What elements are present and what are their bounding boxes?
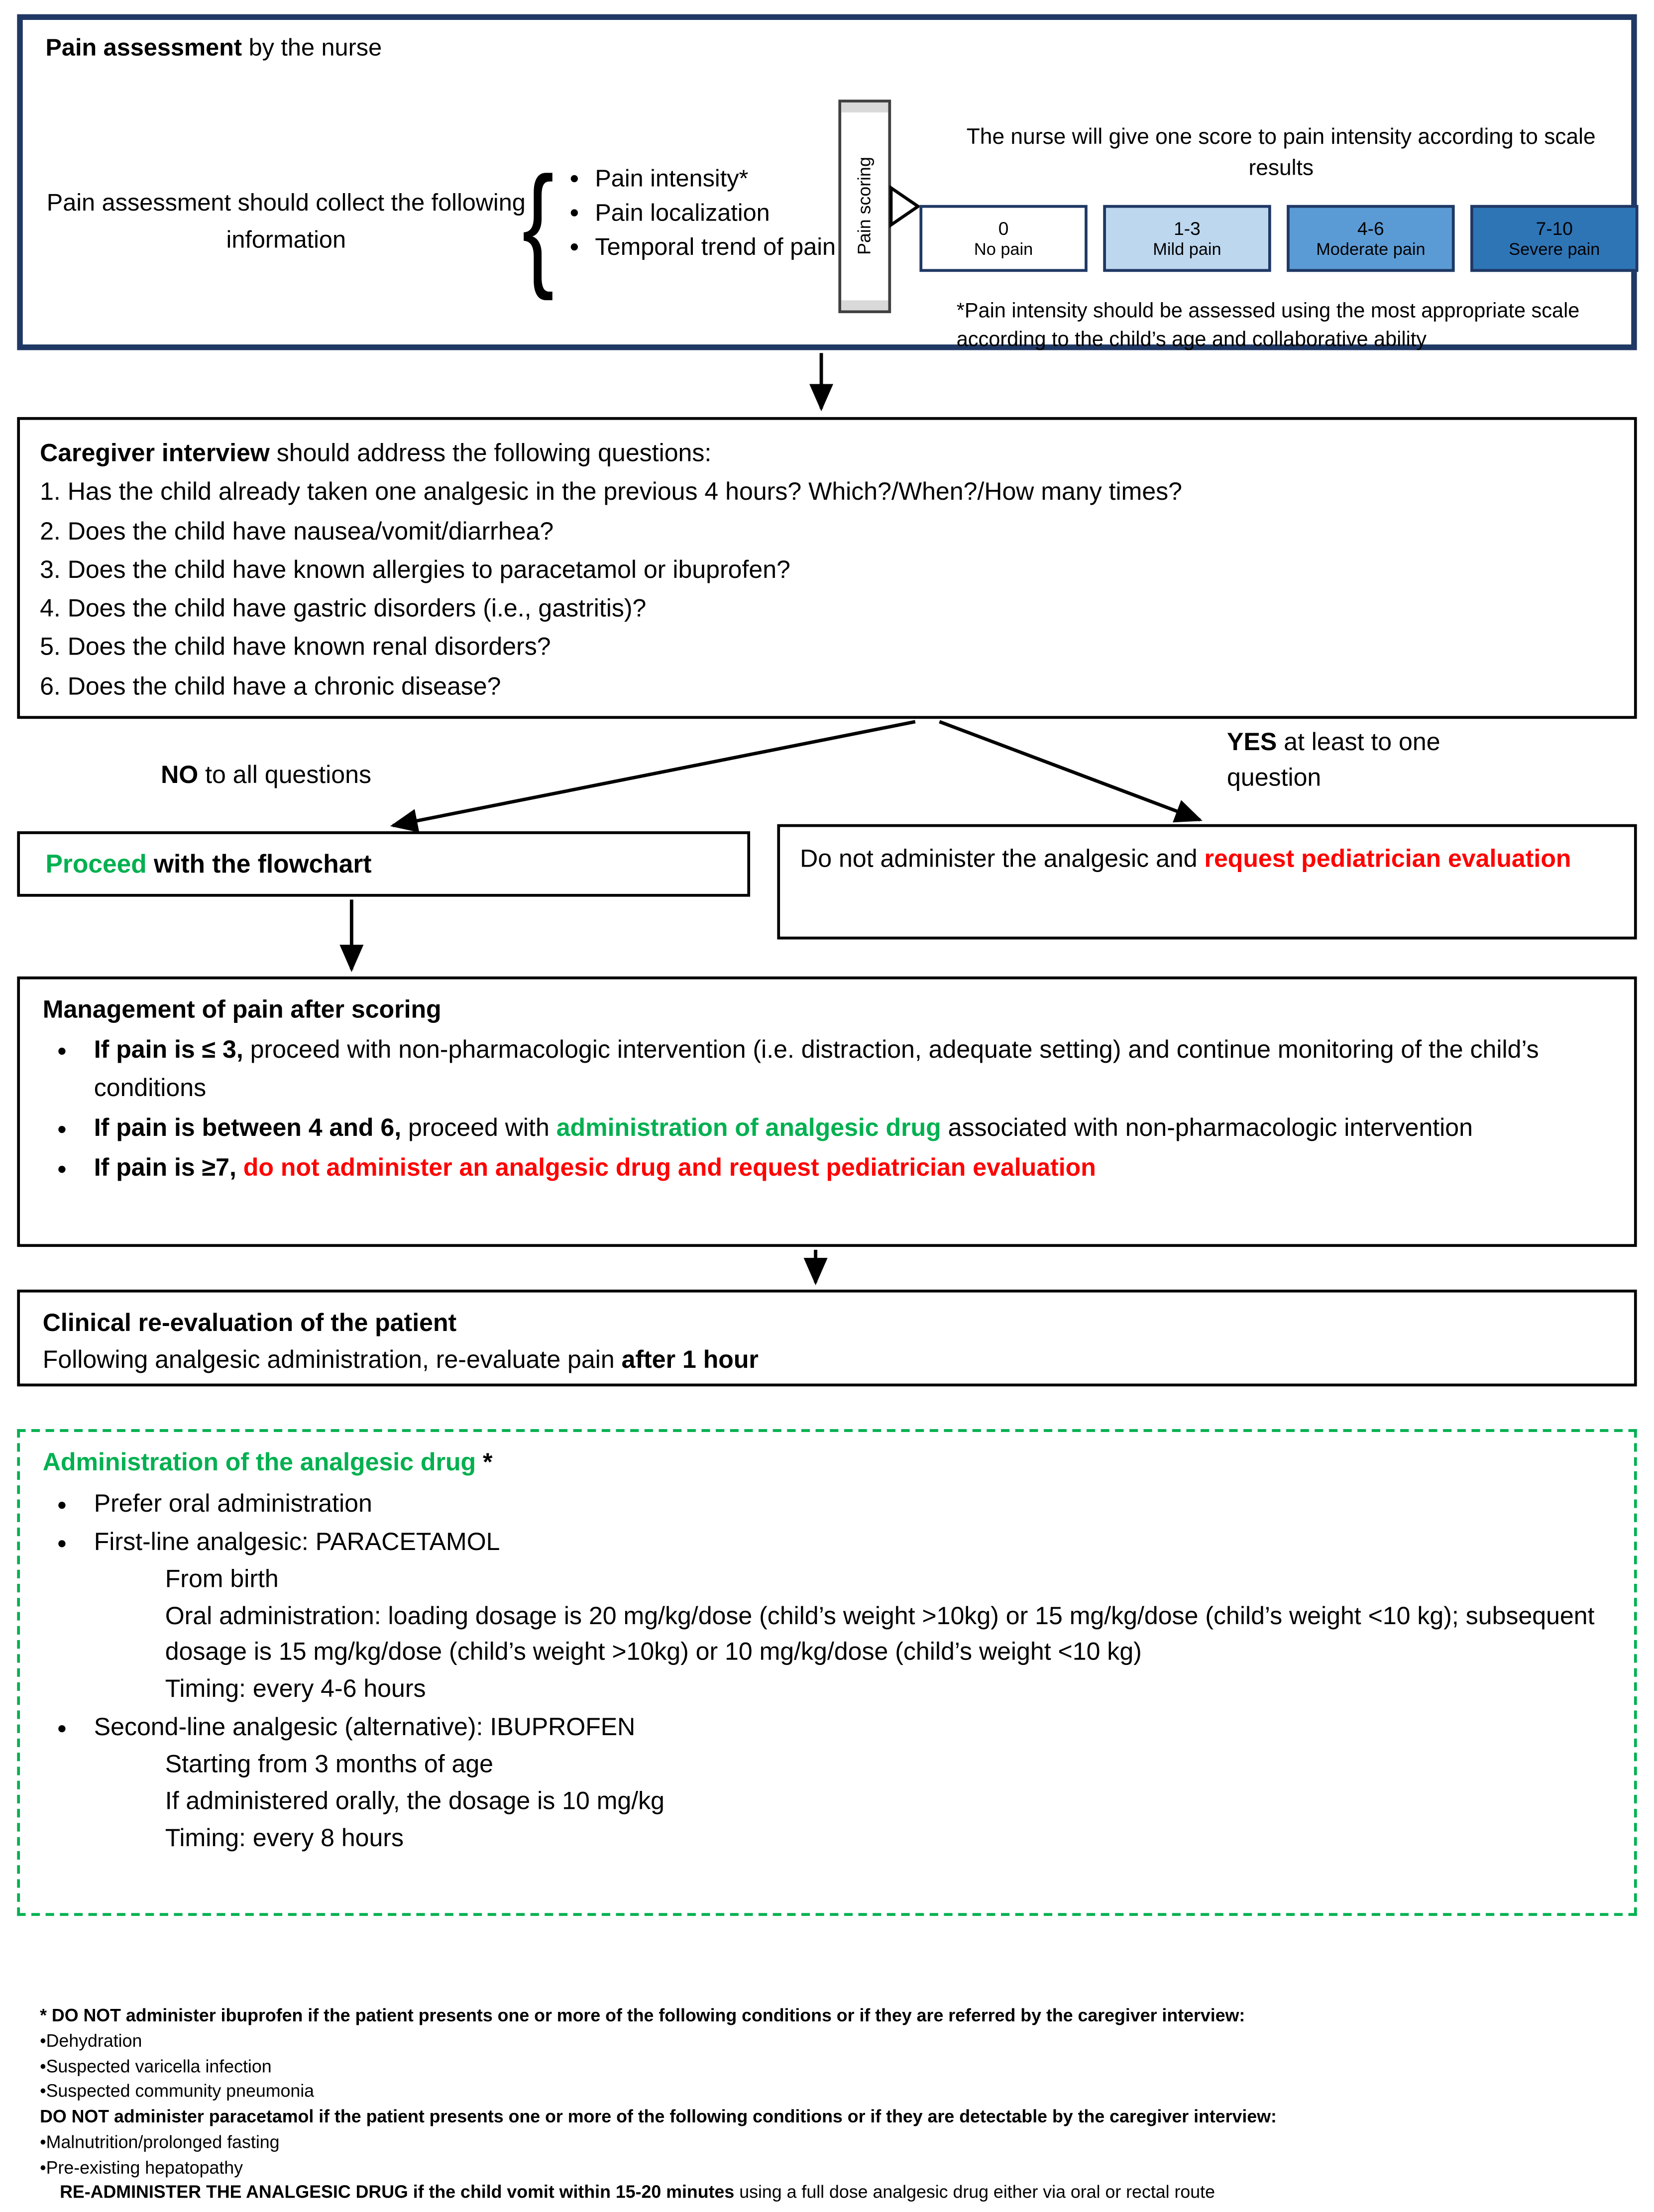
no-rest: to all questions [198, 760, 371, 789]
pain-scale [919, 205, 1638, 272]
item3-bold: If pain is ≥7 [94, 1153, 229, 1182]
intro-rest: should address the following questions: [269, 438, 712, 467]
proceed-box [17, 831, 750, 897]
administration-title-green: Administration of the analgesic drug [42, 1447, 476, 1476]
question-4: 4. Does the child have gastric disorders (i.e., gastritis)? [40, 593, 647, 622]
re-evaluation-line [43, 1341, 1611, 1379]
footnotes [40, 2004, 1628, 2206]
second-line-label: Second-line analgesic (alternative): IBUPROFEN [94, 1712, 636, 1742]
administration-title [43, 1445, 1611, 1482]
first-line-label: First-line analgesic: PARACETAMOL [94, 1527, 500, 1556]
list-item: • Pain intensity* [595, 162, 880, 197]
administration-title-star: * [476, 1447, 493, 1476]
management-item-1 [83, 1031, 1611, 1106]
scoring-box-cap [841, 300, 888, 310]
paracetamol-detail: Oral administration: loading dosage is 20 mg/kg/dose (child’s weight >10kg) or 15 mg/kg/dose (child’s weight <10 kg); subsequent dosage is 15 mg/kg/dose (child’s weight >10kg) or 10 mg/kg/dose (child’s weight <10 kg) [165, 1600, 1595, 1666]
yes-rest: at least to one question [1227, 727, 1440, 791]
scale-severe-pain [1470, 205, 1638, 272]
pain-management-box [17, 977, 1637, 1247]
paracetamol-warning: DO NOT administer paracetamol if the patient presents one or more of the following conditions or if they are detectable by the caregiver interview: [40, 2106, 1277, 2127]
management-list [43, 1031, 1611, 1186]
stop-red: request pediatrician evaluation [1204, 844, 1571, 873]
list-item: • Pain localization [595, 197, 880, 231]
pain-scoring-box [838, 100, 891, 313]
stop-pre: Do not administer the analgesic and [800, 844, 1205, 873]
yes-branch-label [1227, 725, 1512, 794]
arrow-no-branch-icon [393, 722, 915, 826]
caregiver-interview-box [17, 417, 1637, 719]
management-item-3 [83, 1149, 1611, 1186]
item3-sep: , [229, 1153, 243, 1182]
drug-administration-box [17, 1429, 1637, 1916]
proceed-text [46, 849, 372, 879]
pain-scoring-label: Pain scoring [855, 157, 875, 256]
administration-item-1: • Prefer oral administration [83, 1486, 1611, 1523]
administration-list [43, 1486, 1611, 1857]
pain-info-list [563, 162, 880, 265]
re-eval-bold: after 1 hour [621, 1345, 759, 1374]
paracetamol-condition: •Pre-existing hepatopathy [40, 2157, 243, 2177]
scale-label: Moderate pain [1316, 239, 1426, 259]
item2-bold: If pain is between 4 and 6, [94, 1112, 402, 1141]
intro-bold: Caregiver interview [40, 438, 270, 467]
item1-rest: proceed with non-pharmacologic intervention (i.e. distraction, adequate setting) and continue monitoring of the child’s conditions [94, 1035, 1539, 1101]
management-item-2 [83, 1108, 1611, 1146]
scale-score: 7-10 [1536, 218, 1573, 239]
proceed-green: Proceed [45, 849, 147, 878]
item2-green: administration of analgesic drug [556, 1112, 941, 1141]
paracetamol-detail: From birth [165, 1563, 279, 1593]
scale-score: 0 [998, 218, 1009, 239]
right-arrow-icon [888, 185, 922, 228]
re-eval-pre: Following analgesic administration, re-evaluate pain [42, 1345, 622, 1374]
ibuprofen-warning: * DO NOT administer ibuprofen if the patient presents one or more of the following conditions or if they are referred by the caregiver interview: [40, 2005, 1245, 2026]
scale-label: Mild pain [1153, 239, 1221, 259]
title-bold: Pain assessment [45, 34, 242, 61]
ibuprofen-detail: Timing: every 8 hours [165, 1823, 404, 1852]
question-3: 3. Does the child have known allergies to paracetamol or ibuprofen? [40, 554, 790, 583]
scale-no-pain [919, 205, 1087, 272]
pain-assessment-title [46, 34, 382, 63]
ibuprofen-detail: If administered orally, the dosage is 10 mg/kg [165, 1786, 665, 1815]
no-bold: NO [161, 760, 199, 789]
stop-box [777, 824, 1637, 940]
scale-moderate-pain [1287, 205, 1454, 272]
administration-item-2 [83, 1524, 1611, 1708]
readminister-bold: RE-ADMINISTER THE ANALGESIC DRUG if the child vomit within 15-20 minutes [60, 2182, 735, 2203]
scale-label: Severe pain [1509, 239, 1600, 259]
ibuprofen-condition: •Suspected community pneumonia [40, 2081, 315, 2101]
readminister-rest: using a full dose analgesic drug either via oral or rectal route [734, 2182, 1215, 2203]
scoring-box-cap [841, 103, 888, 112]
item3-red: do not administer an analgesic drug and request pediatrician evaluation [243, 1153, 1096, 1182]
arrow-yes-branch-icon [939, 722, 1200, 820]
re-evaluation-title: Clinical re-evaluation of the patient [42, 1308, 457, 1337]
scale-score: 4-6 [1357, 218, 1384, 239]
paracetamol-detail: Timing: every 4-6 hours [165, 1674, 426, 1703]
brace-icon: { [522, 149, 554, 302]
no-branch-label [161, 760, 371, 790]
pain-assessment-box [17, 14, 1637, 350]
list-item: • Temporal trend of pain [595, 231, 880, 265]
re-evaluation-box [17, 1290, 1637, 1386]
yes-bold: YES [1227, 727, 1277, 756]
paracetamol-condition: •Malnutrition/prolonged fasting [40, 2132, 280, 2152]
question-5: 5. Does the child have known renal disorders? [40, 632, 551, 661]
item1-bold: If pain is ≤ 3, [94, 1035, 243, 1064]
item2-rest: associated with non-pharmacologic intervention [941, 1112, 1473, 1141]
administration-item-3 [83, 1710, 1611, 1857]
ibuprofen-detail: Starting from 3 months of age [165, 1749, 494, 1778]
ibuprofen-condition: •Dehydration [40, 2031, 142, 2051]
scale-heading: The nurse will give one score to pain intensity according to scale results [966, 125, 1596, 181]
ibuprofen-condition: •Suspected varicella infection [40, 2056, 272, 2076]
caregiver-intro [40, 434, 1614, 471]
item2-mid: proceed with [401, 1112, 556, 1141]
scale-score: 1-3 [1174, 218, 1201, 239]
scale-mild-pain [1103, 205, 1271, 272]
proceed-rest: with the flowchart [146, 849, 372, 878]
question-6: 6. Does the child have a chronic disease? [40, 671, 501, 700]
scale-label: No pain [974, 239, 1033, 259]
management-title: Management of pain after scoring [42, 995, 441, 1024]
scale-footnote: *Pain intensity should be assessed using the most appropriate scale according to the child’s age and collaborative ability [956, 300, 1580, 351]
title-rest: by the nurse [242, 34, 382, 61]
question-1: 1. Has the child already taken one analgesic in the previous 4 hours? Which?/When?/How many times? [40, 477, 1183, 506]
question-2: 2. Does the child have nausea/vomit/diarrhea? [40, 516, 554, 545]
pain-assessment-description: Pain assessment should collect the following information [46, 189, 526, 253]
readminister-note [40, 2181, 1628, 2207]
